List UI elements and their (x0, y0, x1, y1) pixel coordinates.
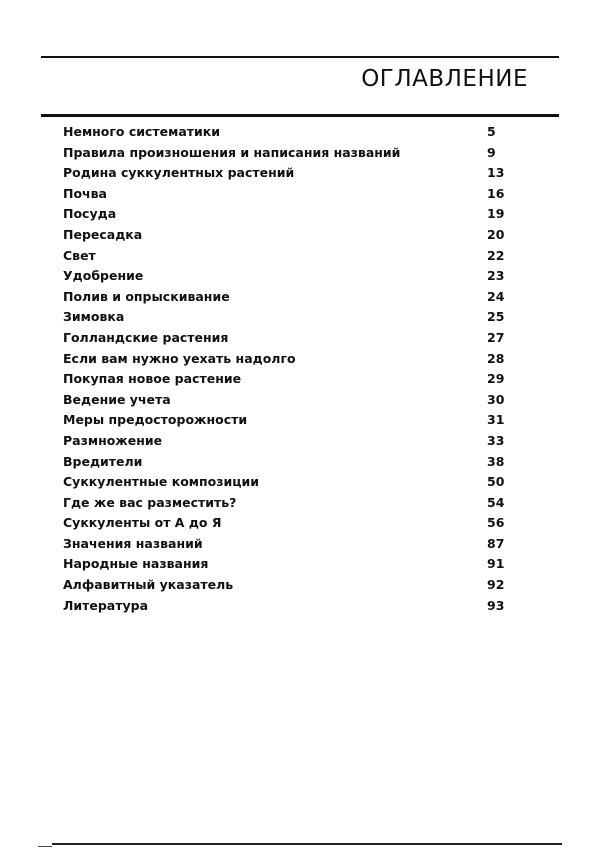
toc-entry[interactable] (63, 575, 513, 596)
toc-entry[interactable] (63, 349, 513, 370)
toc-entry-title: Удобрение (63, 268, 144, 284)
toc-entry-page: 27 (487, 329, 505, 345)
toc-entry-page: 29 (487, 371, 505, 387)
toc-entry-title: Вредители (63, 453, 143, 469)
toc-entry-page: 30 (487, 391, 505, 407)
toc-entry[interactable] (63, 266, 513, 287)
toc-entry-title: Литература (63, 597, 149, 613)
toc-entry-page: 92 (487, 577, 505, 593)
toc-entry-page: 20 (487, 226, 505, 242)
toc-entry[interactable] (63, 184, 513, 205)
toc-entry-page: 16 (487, 185, 505, 201)
toc-entry-page: 25 (487, 309, 505, 325)
toc-entry[interactable] (63, 122, 513, 143)
toc-entry-title: Покупая новое растение (63, 371, 242, 387)
title-underline-rule (41, 114, 559, 117)
toc-entry[interactable] (63, 287, 513, 308)
toc-entry[interactable] (63, 143, 513, 164)
bottom-rule (52, 843, 562, 845)
toc-entry[interactable] (63, 204, 513, 225)
toc-entry-title: Свет (63, 247, 96, 263)
toc-entry-title: Полив и опрыскивание (63, 288, 230, 304)
toc-entry-page: 9 (487, 144, 496, 160)
table-of-contents (63, 122, 513, 616)
toc-entry-page: 28 (487, 350, 505, 366)
toc-entry-page: 93 (487, 597, 505, 613)
toc-entry-title: Значения названий (63, 535, 203, 551)
toc-entry-title: Размножение (63, 432, 163, 448)
toc-entry[interactable] (63, 410, 513, 431)
toc-entry[interactable] (63, 390, 513, 411)
toc-entry[interactable] (63, 431, 513, 452)
toc-entry[interactable] (63, 452, 513, 473)
top-rule (41, 56, 559, 58)
toc-entry-page: 91 (487, 556, 505, 572)
toc-entry-page: 87 (487, 535, 505, 551)
toc-entry[interactable] (63, 369, 513, 390)
toc-entry[interactable] (63, 472, 513, 493)
toc-entry[interactable] (63, 328, 513, 349)
toc-entry-page: 31 (487, 412, 505, 428)
toc-entry[interactable] (63, 554, 513, 575)
toc-entry-title: Народные названия (63, 556, 209, 572)
toc-entry[interactable] (63, 493, 513, 514)
toc-entry-title: Суккуленты от А до Я (63, 515, 222, 531)
toc-entry[interactable] (63, 596, 513, 617)
page-title: ОГЛАВЛЕНИЕ (361, 66, 528, 92)
toc-entry-title: Почва (63, 185, 107, 201)
toc-entry-title: Алфавитный указатель (63, 577, 234, 593)
toc-entry-title: Родина суккулентных растений (63, 165, 295, 181)
toc-entry-title: Меры предосторожности (63, 412, 248, 428)
toc-entry-page: 56 (487, 515, 505, 531)
toc-entry-page: 5 (487, 124, 496, 139)
toc-entry-title: Суккулентные композиции (63, 474, 260, 490)
toc-entry-page: 33 (487, 432, 505, 448)
toc-entry-title: Посуда (63, 206, 117, 222)
toc-entry-page: 22 (487, 247, 505, 263)
toc-entry-page: 24 (487, 288, 505, 304)
toc-entry-page: 54 (487, 494, 505, 510)
toc-entry[interactable] (63, 163, 513, 184)
toc-entry-title: Где же вас разместить? (63, 494, 237, 510)
toc-entry[interactable] (63, 246, 513, 267)
toc-entry-page: 13 (487, 165, 505, 181)
toc-entry-title: Если вам нужно уехать надолго (63, 350, 296, 366)
toc-entry-title: Зимовка (63, 309, 125, 325)
toc-entry[interactable] (63, 307, 513, 328)
toc-entry-title: Немного систематики (63, 124, 221, 139)
toc-entry[interactable] (63, 534, 513, 555)
toc-entry-page: 23 (487, 268, 505, 284)
toc-entry-page: 38 (487, 453, 505, 469)
toc-entry[interactable] (63, 513, 513, 534)
toc-entry-title: Ведение учета (63, 391, 171, 407)
toc-entry-title: Правила произношения и написания названий (63, 144, 401, 160)
toc-entry-title: Голландские растения (63, 329, 229, 345)
toc-entry-page: 19 (487, 206, 505, 222)
toc-entry-page: 50 (487, 474, 505, 490)
bottom-rule-mark (38, 846, 52, 847)
toc-entry[interactable] (63, 225, 513, 246)
toc-entry-title: Пересадка (63, 226, 143, 242)
